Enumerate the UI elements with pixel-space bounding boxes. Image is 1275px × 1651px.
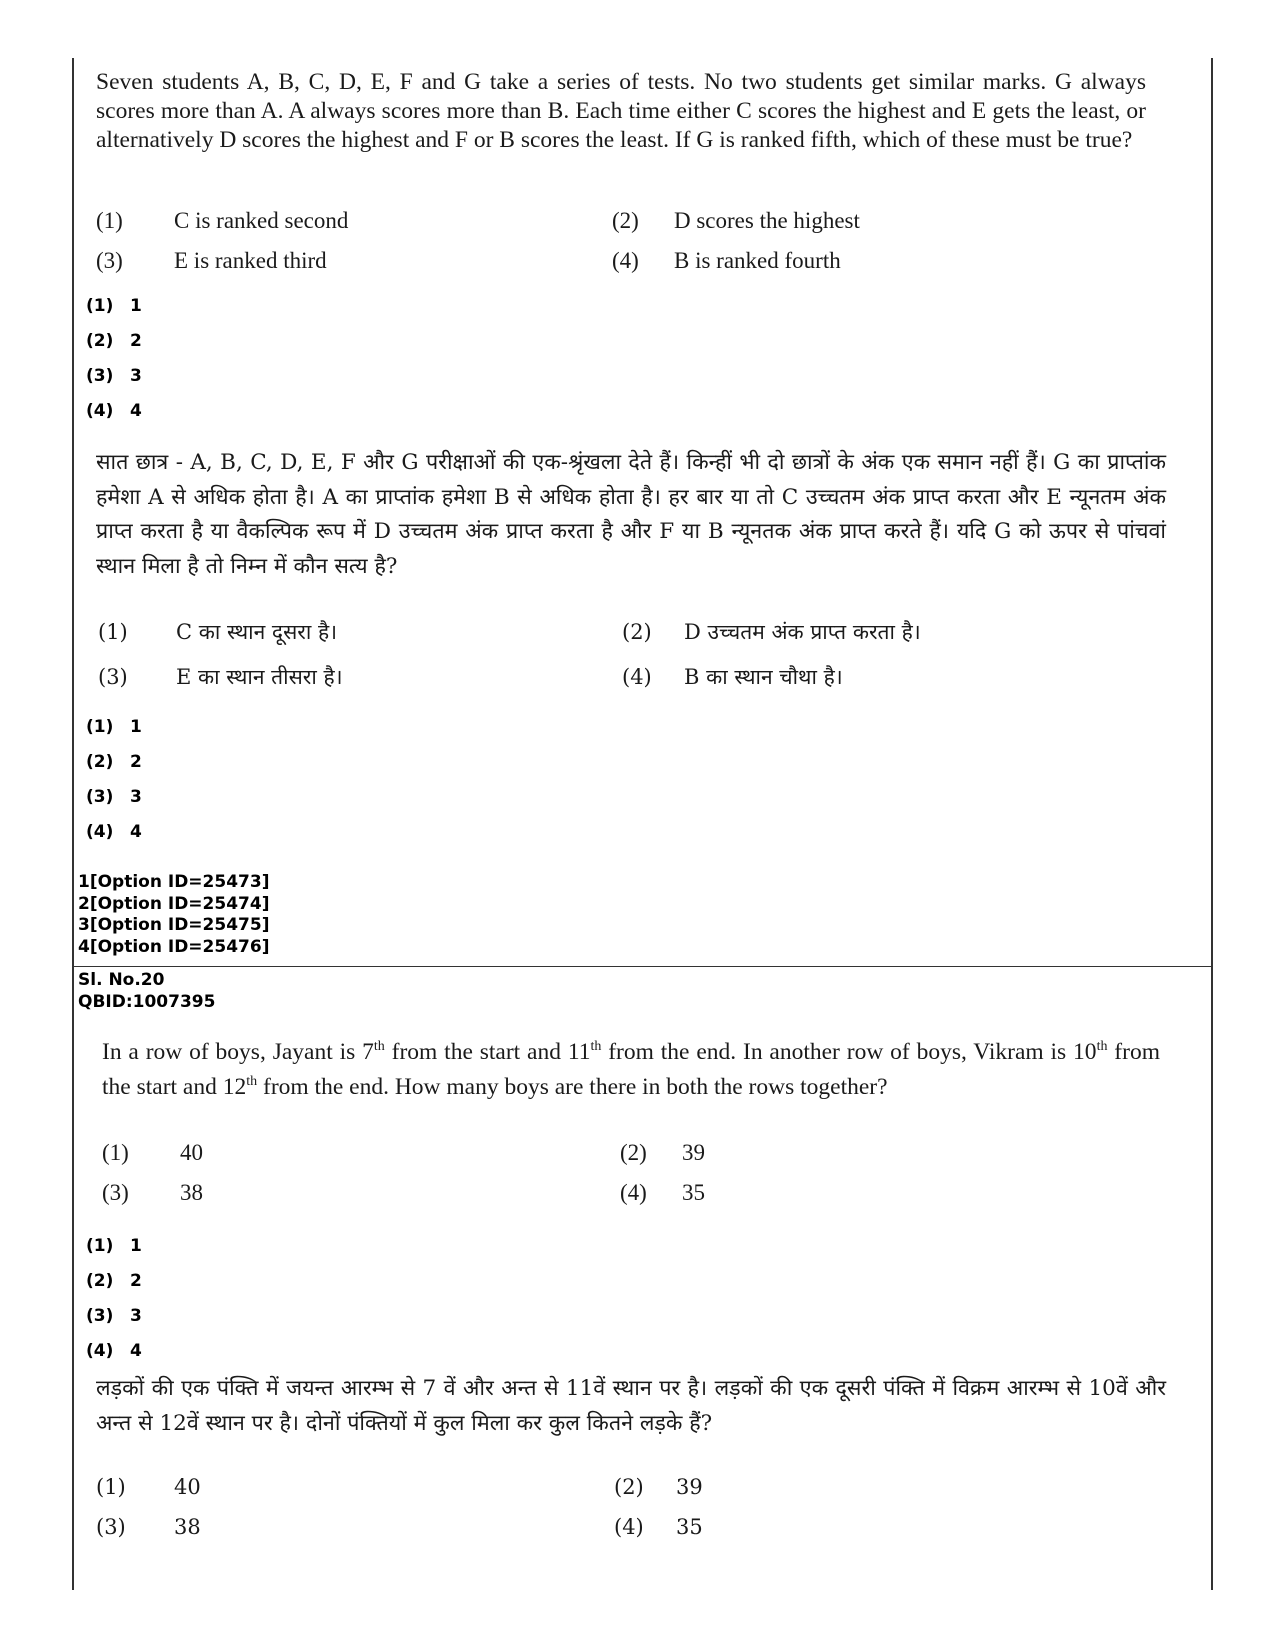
answer-choice[interactable]: (4) 4 xyxy=(86,401,142,421)
option-id-list: 1[Option ID=25473] 2[Option ID=25474] 3[Option ID=25475] 4[Option ID=25476] xyxy=(78,872,270,957)
answer-choice[interactable]: (4) 4 xyxy=(86,822,142,842)
answer-choice[interactable]: (3) 3 xyxy=(86,787,142,807)
option-3-english: (3) 38 xyxy=(102,1180,203,1205)
page-right-border xyxy=(1211,58,1213,1590)
option-3-hindi: (3) 38 xyxy=(96,1515,201,1539)
answer-choice[interactable]: (1) 1 xyxy=(86,717,142,737)
question-text-hindi: लड़कों की एक पंक्ति में जयन्त आरम्भ से 7 वें और अन्त से 11वें स्थान पर है। लड़कों की एक दूसरी पंक्ति में विक्रम आरम्भ से 10वें और अन्त से 12वें स्थान पर है। दोनों पंक्तियों में कुल मिला कर कुल कितने लड़के हैं? xyxy=(96,1376,1166,1436)
qbid: QBID:1007395 xyxy=(78,991,216,1012)
option-1-english: (1) C is ranked second xyxy=(96,208,349,233)
option-4-hindi: (4) B का स्थान चौथा है। xyxy=(622,665,843,689)
serial-number: Sl. No.20 xyxy=(78,970,165,990)
question-separator xyxy=(72,966,1213,967)
answer-choice[interactable]: (2) 2 xyxy=(86,331,142,351)
option-1-hindi: (1) 40 xyxy=(96,1475,201,1499)
option-3-english: (3) E is ranked third xyxy=(96,248,327,273)
option-4-hindi: (4) 35 xyxy=(614,1515,703,1539)
option-1-english: (1) 40 xyxy=(102,1140,203,1165)
option-2-english: (2) 39 xyxy=(620,1140,705,1165)
question-text-english: Seven students A, B, C, D, E, F and G take a series of tests. No two students get similar marks. G always scores more than A. A always scores more than B. Each time either C scores the highest and E gets the least, or alternatively D scores the highest and F or B scores the least. If G is ranked fifth, which of these must be true? xyxy=(96,69,1146,153)
option-2-hindi: (2) D उच्चतम अंक प्राप्त करता है। xyxy=(622,620,921,644)
question-header xyxy=(78,970,215,1013)
option-4-english: (4) B is ranked fourth xyxy=(612,248,841,273)
answer-choice[interactable]: (2) 2 xyxy=(86,1271,142,1291)
option-2-hindi: (2) 39 xyxy=(614,1475,703,1499)
option-1-hindi: (1) C का स्थान दूसरा है। xyxy=(98,620,338,644)
answer-choice[interactable]: (3) 3 xyxy=(86,366,142,386)
option-4-english: (4) 35 xyxy=(620,1180,705,1205)
option-2-english: (2) D scores the highest xyxy=(612,208,860,233)
answer-choice[interactable]: (1) 1 xyxy=(86,1236,142,1256)
answer-choice[interactable]: (3) 3 xyxy=(86,1306,142,1326)
answer-choice[interactable]: (2) 2 xyxy=(86,752,142,772)
answer-choice[interactable]: (4) 4 xyxy=(86,1341,142,1361)
answer-choice[interactable]: (1) 1 xyxy=(86,296,142,316)
option-3-hindi: (3) E का स्थान तीसरा है। xyxy=(98,665,343,689)
question-text-hindi: सात छात्र - A, B, C, D, E, F और G परीक्षाओं की एक-श्रृंखला देते हैं। किन्हीं भी दो छात्रों के अंक एक समान नहीं हैं। G का प्राप्तांक हमेशा A से अधिक होता है। A का प्राप्तांक हमेशा B से अधिक होता है। हर बार या तो C उच्चतम अंक प्राप्त करता और E न्यूनतम अंक प्राप्त करता है या वैकल्पिक रूप में D उच्चतम अंक प्राप्त करता है और F या B न्यूनतक अंक प्राप्त करते हैं। यदि G को ऊपर से पांचवां स्थान मिला है तो निम्न में कौन सत्य है? xyxy=(96,450,1166,579)
question-text-english: In a row of boys, Jayant is 7th from the start and 11th from the end. In another row of boys, Vikram is 10th from the start and 12th from the end. How many boys are there in both the rows together? xyxy=(102,1038,1160,1100)
page-left-border xyxy=(72,58,74,1590)
